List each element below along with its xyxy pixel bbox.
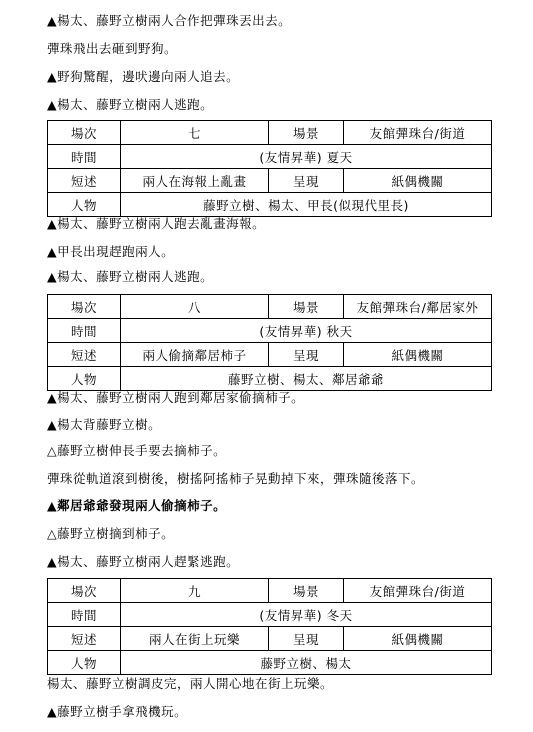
presentation-value: 紙偶機關 — [344, 627, 492, 651]
scene-table-9 — [47, 578, 492, 675]
place-label: 場景 — [269, 295, 344, 319]
presentation-label: 呈現 — [269, 627, 344, 651]
stage-direction: △藤野立樹伸長手要去摘柿子。 — [47, 443, 227, 458]
stage-direction: ▲楊太、藤野立樹兩人趕緊逃跑。 — [47, 554, 240, 569]
time-label: 時間 — [48, 145, 121, 169]
scene-number: 七 — [121, 121, 269, 145]
scene-label: 場次 — [48, 295, 121, 319]
scene-table-8 — [47, 294, 492, 391]
presentation-value: 紙偶機關 — [344, 169, 492, 193]
presentation-value: 紙偶機關 — [344, 343, 492, 367]
place-value: 友館彈珠台/鄰居家外 — [344, 295, 492, 319]
place-value: 友館彈珠台/街道 — [344, 121, 492, 145]
summary-label: 短述 — [48, 169, 121, 193]
stage-direction: ▲楊太、藤野立樹兩人逃跑。 — [47, 97, 214, 112]
stage-direction: ▲楊太、藤野立樹兩人逃跑。 — [47, 269, 214, 284]
summary-label: 短述 — [48, 343, 121, 367]
stage-direction: △藤野立樹摘到柿子。 — [47, 526, 175, 541]
stage-direction: ▲鄰居爺爺發現兩人偷摘柿子。 — [47, 498, 227, 513]
scene-label: 場次 — [48, 121, 121, 145]
characters-label: 人物 — [48, 193, 121, 217]
stage-direction: ▲甲長出現趕跑兩人。 — [47, 244, 175, 259]
presentation-label: 呈現 — [269, 343, 344, 367]
characters-value: 藤野立樹、楊太、甲長(似現代里長) — [121, 193, 492, 217]
presentation-label: 呈現 — [269, 169, 344, 193]
place-value: 友館彈珠台/街道 — [344, 579, 492, 603]
scene-number: 九 — [121, 579, 269, 603]
scene-table-7 — [47, 120, 492, 217]
place-label: 場景 — [269, 579, 344, 603]
stage-direction: ▲野狗驚醒，邊吠邊向兩人追去。 — [47, 69, 240, 84]
characters-value: 藤野立樹、楊太 — [121, 651, 492, 675]
stage-direction: 彈珠飛出去砸到野狗。 — [47, 41, 178, 56]
time-value: (友情昇華) 秋天 — [121, 319, 492, 343]
summary-value: 兩人偷摘鄰居柿子 — [121, 343, 269, 367]
stage-direction: ▲楊太、藤野立樹兩人合作把彈珠丟出去。 — [47, 13, 292, 28]
characters-value: 藤野立樹、楊太、鄰居爺爺 — [121, 367, 492, 391]
place-label: 場景 — [269, 121, 344, 145]
characters-label: 人物 — [48, 651, 121, 675]
time-value: (友情昇華) 夏天 — [121, 145, 492, 169]
time-label: 時間 — [48, 319, 121, 343]
stage-direction: ▲藤野立樹手拿飛機玩。 — [47, 704, 188, 719]
scene-label: 場次 — [48, 579, 121, 603]
stage-direction: 楊太、藤野立樹調皮完，兩人開心地在街上玩樂。 — [47, 676, 334, 691]
summary-value: 兩人在海報上亂畫 — [121, 169, 269, 193]
time-value: (友情昇華) 冬天 — [121, 603, 492, 627]
summary-value: 兩人在街上玩樂 — [121, 627, 269, 651]
stage-direction: ▲楊太、藤野立樹兩人跑去亂畫海報。 — [47, 216, 266, 231]
stage-direction: ▲楊太、藤野立樹兩人跑到鄰居家偷摘柿子。 — [47, 390, 305, 405]
characters-label: 人物 — [48, 367, 121, 391]
scene-number: 八 — [121, 295, 269, 319]
time-label: 時間 — [48, 603, 121, 627]
stage-direction: 彈珠從軌道滾到樹後，樹搖阿搖柿子晃動掉下來，彈珠隨後落下。 — [47, 471, 425, 486]
stage-direction: ▲楊太背藤野立樹。 — [47, 417, 162, 432]
summary-label: 短述 — [48, 627, 121, 651]
